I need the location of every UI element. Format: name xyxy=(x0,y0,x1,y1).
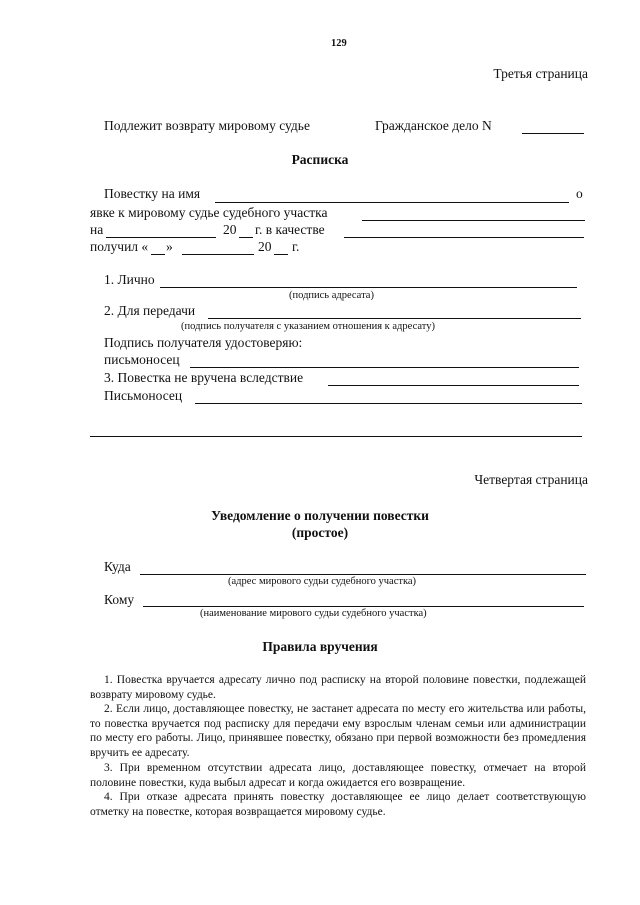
postman2-label: Письмоносец xyxy=(104,388,183,403)
o-char: о xyxy=(576,186,583,201)
postman2-line xyxy=(195,403,582,404)
item3-reason-line xyxy=(328,385,579,386)
on-prefix: на xyxy=(90,222,104,237)
case-label: Гражданское дело N xyxy=(375,118,492,133)
item2-caption: (подпись получателя с указанием отношения к адресату) xyxy=(181,321,435,332)
fourth-page-label: Четвертая страница xyxy=(474,472,588,487)
item1-label: 1. Лично xyxy=(104,272,155,287)
addressee-name-line xyxy=(215,202,569,203)
year-prefix: 20 xyxy=(223,222,237,237)
appearance-label: явке к мировому судье судебного участка xyxy=(90,205,328,220)
rule-3: 3. При временном отсутствии адресата лицо, доставляющее повестку, отмечает на второй половине повестки, куда выбыл адресат и когда ожидается его возвращение. xyxy=(90,762,586,789)
rules-title: Правила вручения xyxy=(262,639,378,654)
where-caption: (адрес мирового судьи судебного участка) xyxy=(228,576,417,587)
received-year-suffix: г. xyxy=(292,239,300,254)
court-district-line xyxy=(362,220,585,221)
year-line xyxy=(239,237,253,238)
received-quote-close: » xyxy=(166,239,173,254)
rule-1: 1. Повестка вручается адресату лично под расписку на второй половине повестки, подлежащей возврату мировому судье. xyxy=(90,674,586,701)
rule-2: 2. Если лицо, доставляющее повестку, не застанет адресата по месту его жительства или работы, то повестка вручается под расписку для передачи ему взрослым членам семьи или администрации по месту его работы. Лицо, принявшее повестку, обязано при первой возможности без промедления вручить ее адресату. xyxy=(90,703,586,759)
where-line xyxy=(140,574,586,575)
whom-caption: (наименование мирового судьи судебного участка) xyxy=(200,608,427,619)
receipt-title: Расписка xyxy=(291,152,349,167)
received-year-line xyxy=(274,254,288,255)
postman1-label: письмоносец xyxy=(104,352,180,367)
notice-title: Уведомление о получении повестки xyxy=(211,508,429,523)
rule-4: 4. При отказе адресата принять повестку доставляющее ее лицо делает соответствующую отметку на повестке, которая возвращается мировому судье. xyxy=(90,791,586,818)
item2-signature-line xyxy=(208,318,581,319)
notice-subtitle: (простое) xyxy=(291,525,349,540)
item1-signature-line xyxy=(160,287,577,288)
year-suffix: г. в качестве xyxy=(255,222,325,237)
certify-label: Подпись получателя удостоверяю: xyxy=(104,335,303,350)
item1-caption: (подпись адресата) xyxy=(289,290,374,301)
received-month-line xyxy=(182,254,254,255)
item2-label: 2. Для передачи xyxy=(104,303,196,318)
whom-label: Кому xyxy=(104,592,135,607)
third-page-label: Третья страница xyxy=(493,66,588,81)
return-note: Подлежит возврату мировому судье xyxy=(104,118,310,133)
received-year-prefix: 20 xyxy=(258,239,272,254)
received-prefix: получил « xyxy=(90,239,149,254)
item3-label: 3. Повестка не вручена вследствие xyxy=(104,370,304,385)
date-line xyxy=(106,237,216,238)
page-number: 129 xyxy=(331,38,347,49)
case-number-line xyxy=(522,133,584,134)
where-label: Куда xyxy=(104,559,131,574)
postman1-line xyxy=(190,367,579,368)
whom-line xyxy=(143,606,584,607)
separator-line xyxy=(90,436,582,437)
capacity-line xyxy=(344,237,584,238)
received-day-line xyxy=(151,254,165,255)
summons-to-label: Повестку на имя xyxy=(104,186,201,201)
